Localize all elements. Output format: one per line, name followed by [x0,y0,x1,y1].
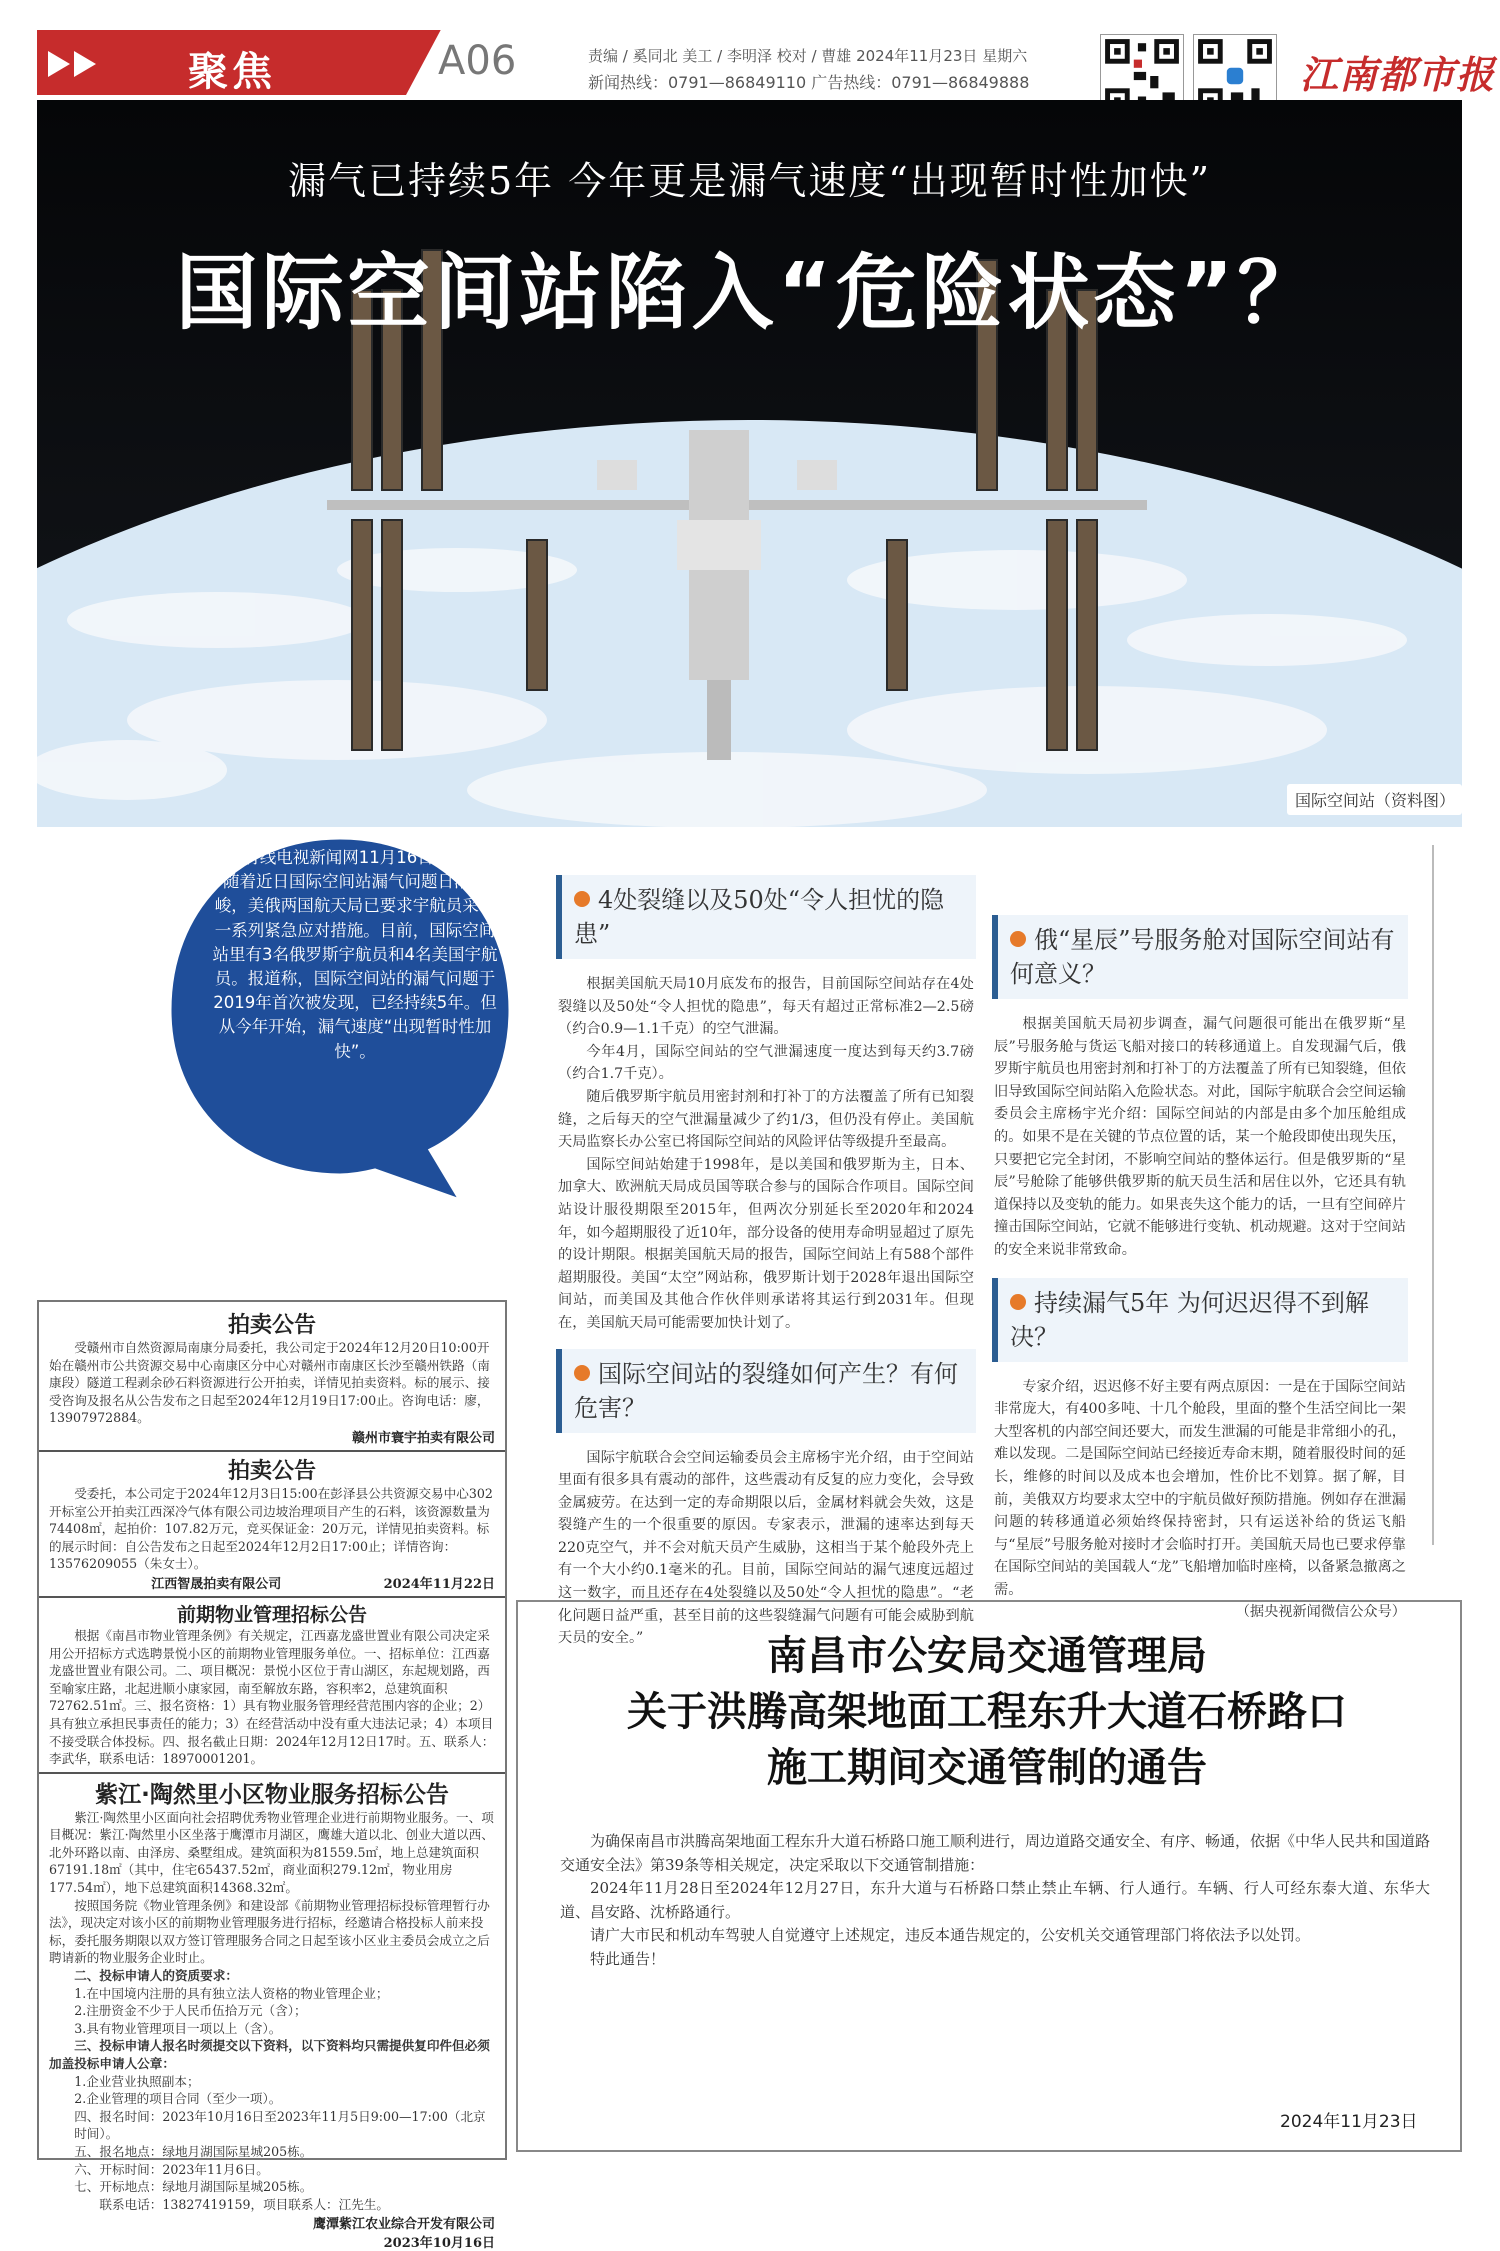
hero-headline: 国际空间站陷入“危险状态”？ [175,246,1324,341]
section-heading-1: 4处裂缝以及50处“令人担忧的隐患” [556,875,976,959]
notice-date: 2024年11月23日 [1280,2112,1418,2132]
section-heading-3: 俄“星辰”号服务舱对国际空间站有何意义？ [992,915,1408,999]
zijiang-tender-notice: 紫江·陶然里小区物业服务招标公告 紫江·陶然里小区面向社会招聘优秀物业管理企业进行前期物业服务。一、项目概况：紫江·陶然里小区坐落于鹰潭市月湖区，鹰雄大道以北、创业大道以西、北外环路以南、由泽房、桑墅组成。建筑面积为81559.5㎡，地上总建筑面积67191.18㎡（其中，住宅65437.52㎡，商业面积279.12㎡，物业用房177.54㎡），地下总建筑面积14368.32㎡。 按照国务院《物业管理条例》和建设部《前期物业管理招标投标管理暂行办法》，现决定对该小区的前期物业管理服务进行招标，经邀请合格投标人前来投标，委托服务期限以双方签订管理服务合同之日起至该小区业主委员会成立之后聘请新的物业服务企业时止。 二、投标申请人的资质要求： 1.在中国境内注册的具有独立法人资格的物业管理企业； 2.注册资金不少于人民币伍拾万元（含）； 3.具有物业管理项目一项以上（含）。 三、投标申请人报名时须提交以下资料，以下资料均只需提供复印件但必须加盖投标申请人公章： 1.企业营业执照副本； 2.企业管理的项目合同（至少一项）。 四、报名时间：2023年10月16日至2023年11月5日9:00—17:00（北京时间）。 五、报名地点：绿地月湖国际星城205栋。 六、开标时间：2023年11月6日。 七、开标地点：绿地月湖国际星城205栋。 联系电话：13827419159，项目联系人：江先生。 鹰潭紫江农业综合开发有限公司 2023年10月16日 [49,1781,495,2251]
property-tender-notice: 前期物业管理招标公告 根据《南昌市物业管理条例》有关规定，江西嘉龙盛世置业有限公司决定采用公开招标方式选聘景悦小区的前期物业管理服务单位。一、招标单位：江西嘉龙盛世置业有限公司。二、项目概况：景悦小区位于青山湖区，东起规划路，西至喻家庄路，北起进顺小康家园，南至解放东路，容积率2，总建筑面积72762.51㎡。三、报名资格：1）具有物业服务管理经营范围内容的企业；2）具有独立承担民事责任的能力；3）在经营活动中没有重大违法记录；4）本项目不接受联合体投标。四、报名截止日期：2024年12月12日17时。五、联系人：李武华，联系电话：18970001201。 [49,1603,495,1767]
classified-ads [37,1300,507,2251]
ad-divider [39,1450,505,1452]
paragraph: 今年4月，国际空间站的空气泄漏速度一度达到每天约3.7磅（约合1.7千克）。 [558,1043,974,1083]
paragraph: 国际宇航联合会空间运输委员会主席杨宇光介绍，由于空间站里面有很多具有震动的部件，这些震动有反复的应力变化，会导致金属疲劳。在达到一定的寿命期限以后，金属材料就会失效，这是裂缝产生的一个很重要的原因。专家表示，泄漏的速率达到每天220克空气，并不会对航天员产生威胁，这相当于某个舱段外壳上有一个大小约0.1毫米的孔。目前，国际空间站的漏气速度远超过这一数字，而且还存在4处裂缝以及50处“令人担忧的隐患”。“老化问题日益严重，甚至目前的这些裂缝漏气问题有可能会威胁到航天员的安全。” [558,1449,974,1647]
article-column-1 [556,875,976,1650]
ad-divider [39,1772,505,1774]
bullet-dot-icon [574,1365,590,1381]
paragraph: 请广大市民和机动车驾驶人自觉遵守上述规定，违反本通告规定的，公安机关交通管理部门将依法予以处罚。 [590,1926,1311,1944]
bullet-dot-icon [574,891,590,907]
column-rule [1432,845,1434,1545]
paragraph: 随后俄罗斯宇航员用密封剂和打补丁的方法覆盖了所有已知裂缝，之后每天的空气泄漏量减少了约1/3，但仍没有停止。美国航天局监察长办公室已将国际空间站的风险评估等级提升至最高。 [558,1088,974,1151]
masthead-logo: 江南都市报 [1300,52,1496,97]
article-column-2 [992,915,1408,1624]
lead-paragraph: 美国有线电视新闻网11月16日报道称，随着近日国际空间站漏气问题日渐严峻，美俄两国航天局已要求宇航员采取一系列紧急应对措施。目前，国际空间站里有3名俄罗斯宇航员和4名美国宇航员。报道称，国际空间站的漏气问题于2019年首次被发现，已经持续5年。但从今年开始，漏气速度“出现暂时性加快”。 [210,848,500,1061]
source-credit: （据央视新闻微信公众号） [1235,1604,1406,1621]
auction-notice-1: 拍卖公告 受赣州市自然资源局南康分局委托，我公司定于2024年12月20日10:00开始在赣州市公共资源交易中心南康区分中心对赣州市南康区长沙至赣州铁路（南康段）隧道工程剥余砂石料资源进行公开拍卖，详情见拍卖资料。标的展示、接受咨询及报名从公告发布之日起至2024年12月19日17:00止。咨询电话：廖，13907972884。 赣州市寰宇拍卖有限公司 [49,1313,495,1446]
paragraph: 根据美国航天局初步调查，漏气问题很可能出在俄罗斯“星辰”号服务舱与货运飞船对接口的转移通道上。自发现漏气后，俄罗斯宇航员也用密封剂和打补丁的方法覆盖了所有已知裂缝，但依旧导致国际空间站陷入危险状态。对此，国际宇航联合会空间运输委员会主席杨宇光介绍：国际空间站的内部是由多个加压舱组成的。如果不是在关键的节点位置的话，某一个舱段即使出现失压，只要把它完全封闭，不影响空间站的整体运行。但是俄罗斯的“星辰”号舱除了能够供俄罗斯的航天员生活和居住以外，它还具有轨道保持以及变轨的能力。如果丧失这个能力的话，一旦有空间碎片撞击国际空间站，它就不能够进行变轨、机动规避。这对于空间站的安全来说非常致命。 [994,1016,1406,1258]
page-number: A06 [438,38,517,84]
editor-credits: 责编 / 奚同北 美工 / 李明泽 校对 / 曹雄 2024年11月23日 星期六 [588,47,1028,65]
section-title: 聚焦 [188,49,276,95]
bullet-dot-icon [1010,1294,1026,1310]
auction-notice-2: 拍卖公告 受委托，本公司定于2024年12月3日15:00在彭泽县公共资源交易中心302开标室公开拍卖江西深冷气体有限公司边坡治理项目产生的石料，该资源数量为74408㎡，起拍价：107.82万元，竞买保证金：20万元，详情见拍卖资料。标的展示时间：自公告发布之日起至2024年12月2日17:00止；详情咨询：13576209055（朱女士）。 江西智晟拍卖有限公司 2024年11月22日 [49,1458,495,1592]
bullet-dot-icon [1010,931,1026,947]
paragraph: 特此通告！ [590,1949,666,1968]
paragraph: 专家介绍，迟迟修不好主要有两点原因：一是在于国际空间站非常庞大，有400多吨、十几个舱段，里面的整个生活空间比一架大型客机的内部空间还要大，而发生泄漏的可能是非常细小的孔，难以发现。二是国际空间站已经接近寿命末期，随着服役时间的延长，维修的时间以及成本也会增加，性价比不划算。据了解，目前，美俄双方均要求太空中的宇航员做好预防措施。例如存在泄漏问题的转移通道必须始终保持密封，只有运送补给的货运飞船与“星辰”号服务舱对接时才会临时打开。美国航天局也已要求停靠在国际空间站的美国载人“龙”飞船增加临时座椅，以备紧急撤离之需。 [994,1378,1406,1598]
traffic-notice-title: 南昌市公安局交通管理局 关于洪腾高架地面工程东升大道石桥路口 施工期间交通管制的通告 [627,1633,1347,1791]
paragraph: 2024年11月28日至2024年12月27日，东升大道与石桥路口禁止禁止车辆、行人通行。车辆、行人可经东泰大道、东华大道、昌安路、沈桥路通行。 [560,1879,1430,1921]
hotline: 新闻热线：0791—86849110 广告热线：0791—86849888 [588,73,1030,92]
section-heading-4: 持续漏气5年 为何迟迟得不到解决？ [992,1278,1408,1362]
paragraph: 为确保南昌市洪腾高架地面工程东升大道石桥路口施工顺利进行，周边道路交通安全、有序、畅通，依据《中华人民共和国道路交通安全法》第39条等相关规定，决定采取以下交通管制措施： [560,1832,1431,1874]
hero-image [37,100,1462,827]
paragraph: 根据美国航天局10月底发布的报告，目前国际空间站存在4处裂缝以及50处“令人担忧的隐患”，每天有超过正常标准2—2.5磅（约合0.9—1.1千克）的空气泄漏。 [558,976,974,1038]
space-station-illustration [37,100,1462,827]
traffic-notice-body [560,1830,1430,1971]
ad-divider [39,1596,505,1598]
paragraph: 国际空间站始建于1998年，是以美国和俄罗斯为主，日本、加拿大、欧洲航天局成员国等联合参与的国际合作项目。国际空间站设计服役期限至2015年，但两次分别延长至2020年和2024年，如今超期服役了近10年，部分设备的使用寿命明显超过了原先的设计期限。根据美国航天局的报告，国际空间站上有588个部件超期服役。美国“太空”网站称，俄罗斯计划于2028年退出国际空间站，而美国及其他合作伙伴则承诺将其运行到2031年。但现在，美国航天局可能需要加快计划了。 [558,1156,974,1331]
double-arrow-icon [44,47,106,81]
photo-caption: 国际空间站（资料图） [1287,784,1462,815]
section-heading-2: 国际空间站的裂缝如何产生？有何危害？ [556,1349,976,1433]
hero-kicker: 漏气已持续5年 今年更是漏气速度“出现暂时性加快” [287,159,1212,203]
